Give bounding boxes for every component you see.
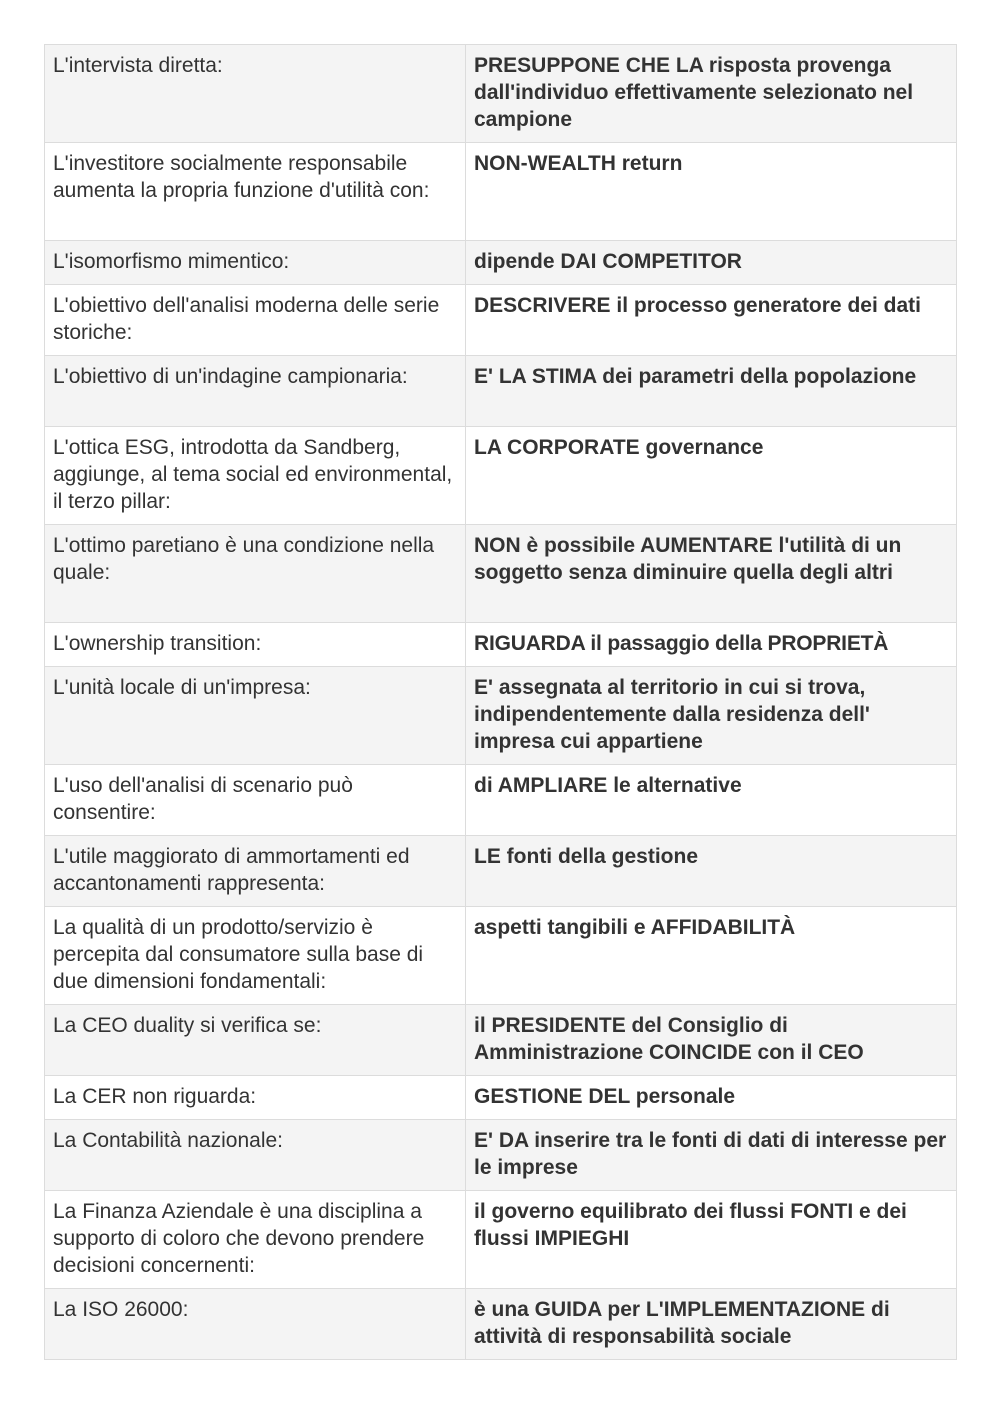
question-cell: La CER non riguarda: [45,1076,466,1120]
table-row [45,836,957,907]
answer-cell: DESCRIVERE il processo generatore dei dati [466,285,957,356]
answer-cell: NON-WEALTH return [466,143,957,241]
table-row [45,525,957,623]
table-row [45,1289,957,1360]
answer-cell: LE fonti della gestione [466,836,957,907]
answer-cell: è una GUIDA per L'IMPLEMENTAZIONE di attività di responsabilità sociale [466,1289,957,1360]
answer-cell: RIGUARDA il passaggio della PROPRIETÀ [466,623,957,667]
table-row [45,241,957,285]
table-row [45,356,957,427]
question-cell: La CEO duality si verifica se: [45,1005,466,1076]
answer-cell: E' DA inserire tra le fonti di dati di interesse per le imprese [466,1120,957,1191]
question-cell: La qualità di un prodotto/servizio è percepita dal consumatore sulla base di due dimensioni fondamentali: [45,907,466,1005]
table-row [45,667,957,765]
table-row [45,143,957,241]
qa-table-body [45,45,957,1360]
answer-cell: aspetti tangibili e AFFIDABILITÀ [466,907,957,1005]
question-cell: La ISO 26000: [45,1289,466,1360]
question-cell: La Finanza Aziendale è una disciplina a supporto di coloro che devono prendere decisioni concernenti: [45,1191,466,1289]
table-row [45,1191,957,1289]
answer-cell: E' LA STIMA dei parametri della popolazione [466,356,957,427]
question-cell: L'ottica ESG, introdotta da Sandberg, aggiunge, al tema social ed environmental, il terzo pillar: [45,427,466,525]
question-cell: L'obiettivo di un'indagine campionaria: [45,356,466,427]
question-cell: L'ownership transition: [45,623,466,667]
table-row [45,1005,957,1076]
answer-cell: il governo equilibrato dei flussi FONTI e dei flussi IMPIEGHI [466,1191,957,1289]
answer-cell: E' assegnata al territorio in cui si trova, indipendentemente dalla residenza dell' impresa cui appartiene [466,667,957,765]
question-cell: La Contabilità nazionale: [45,1120,466,1191]
question-cell: L'utile maggiorato di ammortamenti ed accantonamenti rappresenta: [45,836,466,907]
answer-cell: LA CORPORATE governance [466,427,957,525]
table-row [45,907,957,1005]
table-row [45,1076,957,1120]
question-cell: L'ottimo paretiano è una condizione nella quale: [45,525,466,623]
answer-cell: PRESUPPONE CHE LA risposta provenga dall'individuo effettivamente selezionato nel campione [466,45,957,143]
answer-cell: NON è possibile AUMENTARE l'utilità di un soggetto senza diminuire quella degli altri [466,525,957,623]
table-row [45,45,957,143]
question-cell: L'intervista diretta: [45,45,466,143]
answer-cell: di AMPLIARE le alternative [466,765,957,836]
question-cell: L'investitore socialmente responsabile aumenta la propria funzione d'utilità con: [45,143,466,241]
table-row [45,427,957,525]
table-row [45,765,957,836]
qa-table [44,44,957,1360]
question-cell: L'obiettivo dell'analisi moderna delle serie storiche: [45,285,466,356]
table-row [45,1120,957,1191]
answer-cell: dipende DAI COMPETITOR [466,241,957,285]
question-cell: L'unità locale di un'impresa: [45,667,466,765]
answer-cell: il PRESIDENTE del Consiglio di Amministrazione COINCIDE con il CEO [466,1005,957,1076]
question-cell: L'isomorfismo mimentico: [45,241,466,285]
table-row [45,285,957,356]
table-row [45,623,957,667]
question-cell: L'uso dell'analisi di scenario può consentire: [45,765,466,836]
answer-cell: GESTIONE DEL personale [466,1076,957,1120]
